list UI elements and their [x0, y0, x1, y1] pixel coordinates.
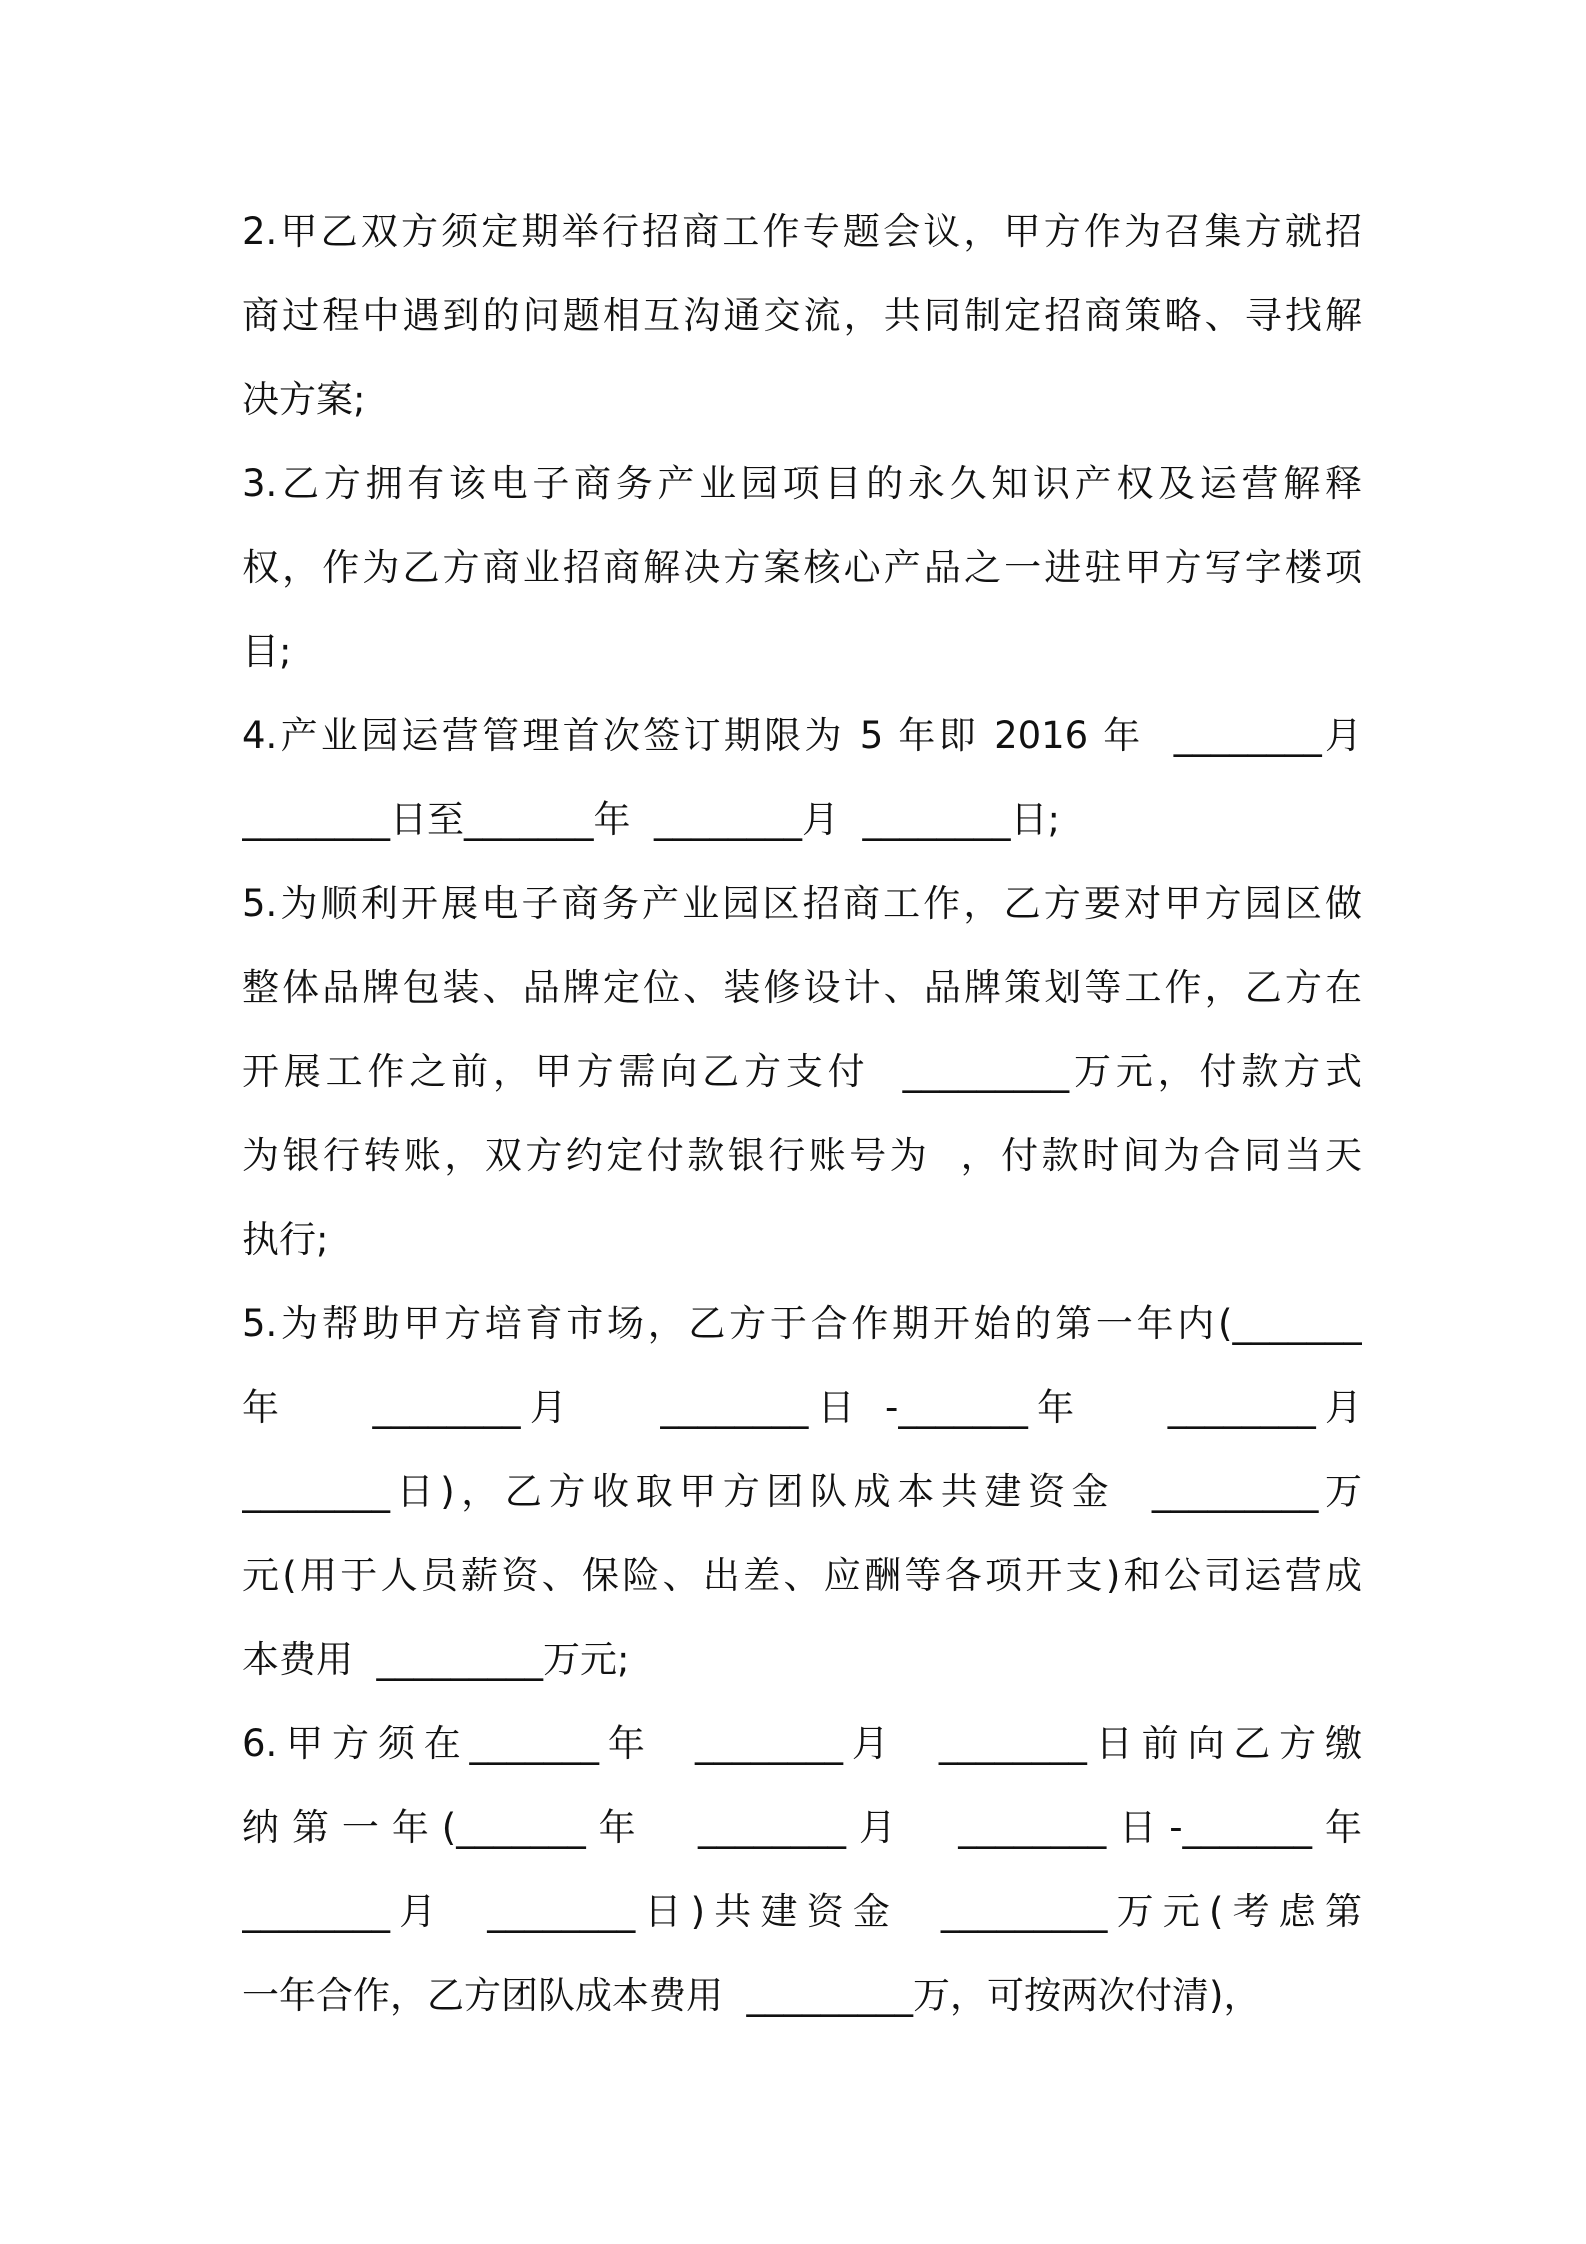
text-line: 4.产业园运营管理首次签订期限为 5 年即 2016 年 ________月	[242, 714, 1362, 757]
text-line: 本费用 _________万元;	[242, 1638, 630, 1681]
text-line: 5.为帮助甲方培育市场，乙方于合作期开始的第一年内(_______	[242, 1302, 1362, 1345]
text-line: 3.乙方拥有该电子商务产业园项目的永久知识产权及运营解释	[242, 462, 1362, 505]
text-line: 年 ________月 ________日 -_______年 ________月	[242, 1386, 1362, 1429]
text-line: 整体品牌包装、品牌定位、装修设计、品牌策划等工作，乙方在	[242, 966, 1362, 1009]
text-line: 商过程中遇到的问题相互沟通交流，共同制定招商策略、寻找解	[242, 294, 1362, 337]
text-line: 6.甲方须在_______年 ________月 ________日前向乙方缴	[242, 1722, 1362, 1765]
text-line: 权，作为乙方商业招商解决方案核心产品之一进驻甲方写字楼项	[242, 546, 1362, 589]
text-line: 2.甲乙双方须定期举行招商工作专题会议，甲方作为召集方就招	[242, 210, 1362, 253]
text-line: 目;	[242, 630, 292, 673]
text-line: ________日)，乙方收取甲方团队成本共建资金 _________万	[242, 1470, 1362, 1513]
text-line: 开展工作之前，甲方需向乙方支付 _________万元，付款方式	[242, 1050, 1362, 1093]
text-line: 5.为顺利开展电子商务产业园区招商工作，乙方要对甲方园区做	[242, 882, 1362, 925]
text-line: 纳第一年(_______年 ________月 ________日-_______年	[242, 1806, 1362, 1849]
text-line: ________日至_______年 ________月 ________日;	[242, 798, 1061, 841]
text-line: 一年合作，乙方团队成本费用 _________万，可按两次付清)，	[242, 1974, 1261, 2017]
text-line: ________月 ________日)共建资金 _________万元(考虑第	[242, 1890, 1362, 1933]
text-line: 执行;	[242, 1218, 329, 1261]
text-line: 元(用于人员薪资、保险、出差、应酬等各项开支)和公司运营成	[242, 1554, 1362, 1597]
text-line: 决方案;	[242, 378, 366, 421]
text-line: 为银行转账，双方约定付款银行账号为 ，付款时间为合同当天	[242, 1134, 1362, 1177]
contract-text	[242, 190, 1362, 2038]
